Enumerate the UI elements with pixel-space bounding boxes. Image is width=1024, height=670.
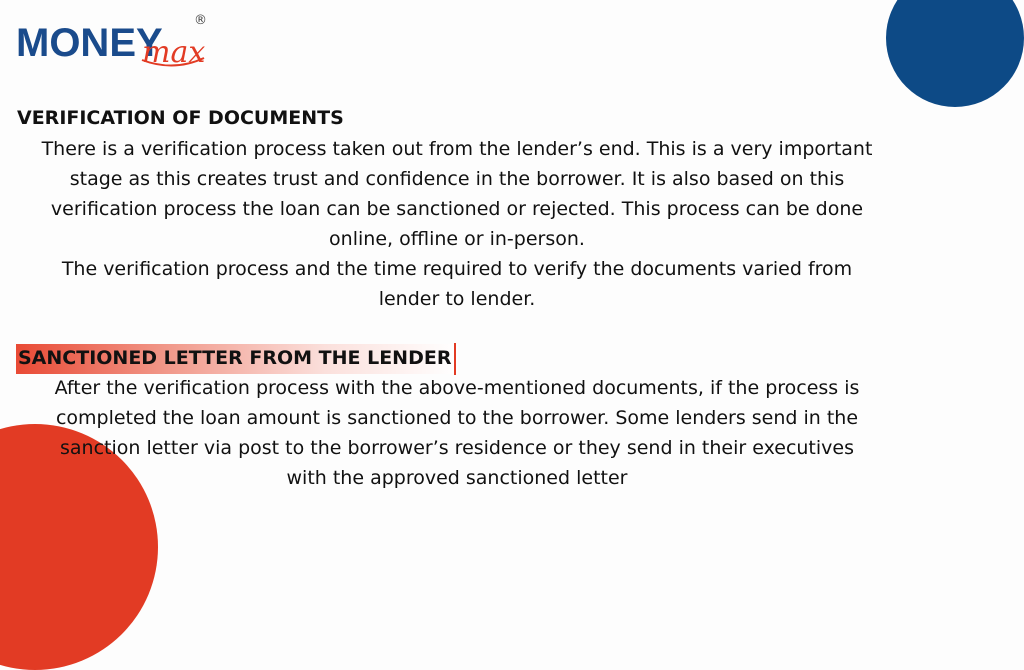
decorative-circle-top-right [886,0,1024,107]
section-heading-highlight [16,344,458,374]
text-cursor-caret [454,343,456,375]
paragraph-line: online, offline or in-person. [329,228,585,250]
paragraph-line: sanction letter via post to the borrower’s residence or they send in their executives [59,437,854,459]
section-heading-sanctioned-letter: SANCTIONED LETTER FROM THE LENDER [18,347,452,369]
paragraph-line: There is a verification process taken out from the lender’s end. This is a very important [41,138,873,160]
section-heading-verification: VERIFICATION OF DOCUMENTS [17,107,344,129]
moneymax-logo [14,10,234,80]
section-paragraph-verification [14,134,900,314]
paragraph-line: lender to lender. [378,288,536,310]
paragraph-line: verification process the loan can be sanctioned or rejected. This process can be done [50,198,864,220]
paragraph-line: stage as this creates trust and confidence in the borrower. It is also based on this [69,168,845,190]
moneymax-logo-image [14,10,234,80]
paragraph-line: completed the loan amount is sanctioned to the borrower. Some lenders send in the [55,407,859,429]
logo-script-text: max [142,35,206,70]
section-paragraph-sanctioned-letter [14,373,900,493]
logo-main-text: MONEY [16,21,163,65]
logo-registered-mark: ® [194,13,207,28]
paragraph-line: with the approved sanctioned letter [286,467,628,489]
paragraph-line: After the verification process with the above-mentioned documents, if the process is [54,377,860,399]
paragraph-line: The verification process and the time required to verify the documents varied from [61,258,853,280]
